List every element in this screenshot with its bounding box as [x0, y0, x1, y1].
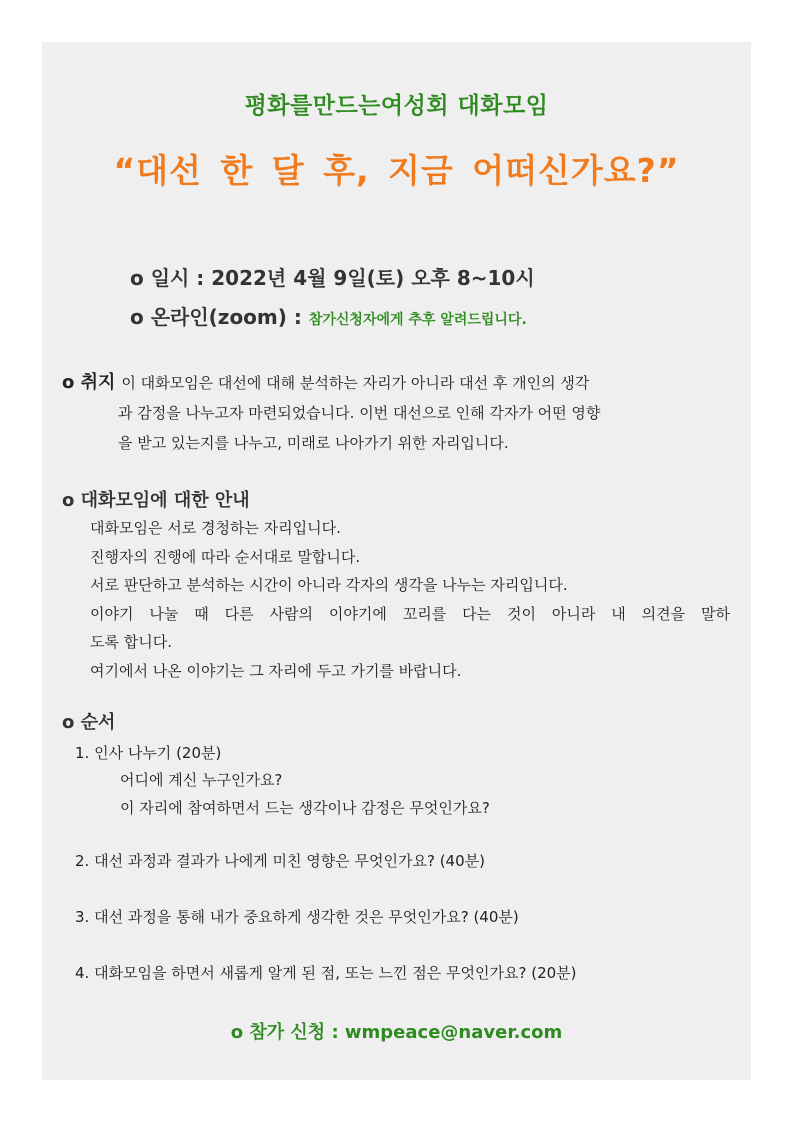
purpose-line-2: 과 감정을 나누고자 마련되었습니다. 이번 대선으로 인해 각자가 어떤 영향	[118, 404, 601, 422]
guide-line: 도록 합니다.	[90, 633, 172, 651]
date-line: o 일시 : 2022년 4월 9일(토) 오후 8~10시	[130, 266, 535, 290]
guide-line: 진행자의 진행에 따라 순서대로 말합니다.	[90, 547, 361, 566]
online-label: o 온라인(zoom) :	[130, 305, 309, 329]
order-item-2: 2. 대선 과정과 결과가 나에게 미친 영향은 무엇인가요? (40분)	[75, 852, 485, 870]
guide-list	[90, 514, 730, 685]
org-title: 평화를만드는여성회 대화모임	[244, 93, 549, 119]
guide-line: 대화모임은 서로 경청하는 자리입니다.	[90, 519, 341, 537]
online-line	[130, 301, 527, 330]
order-item-3: 3. 대선 과정을 통해 내가 중요하게 생각한 것은 무엇인가요? (40분)	[75, 908, 519, 926]
online-note: 참가신청자에게 추후 알려드립니다.	[308, 312, 527, 328]
order-heading: o 순서	[62, 712, 116, 733]
purpose-line-3: 을 받고 있는지를 나누고, 미래로 나아가기 위한 자리입니다.	[118, 434, 509, 452]
guide-line: 이야기 나눌 때 다른 사람의 이야기에 꼬리를 다는 것이 아니라 내 의견을 말하	[90, 604, 730, 623]
purpose-line-1: 이 대화모임은 대선에 대해 분석하는 자리가 아니라 대선 후 개인의 생각	[121, 374, 590, 392]
purpose-label: o 취지	[62, 372, 116, 393]
guide-line: 서로 판단하고 분석하는 시간이 아니라 각자의 생각을 나누는 자리입니다.	[90, 576, 568, 594]
flyer-panel	[42, 42, 751, 1080]
main-title: “대선 한 달 후, 지금 어떠신가요?”	[113, 151, 680, 190]
guide-line: 여기에서 나온 이야기는 그 자리에 두고 가기를 바랍니다.	[90, 661, 462, 680]
guide-heading: o 대화모임에 대한 안내	[62, 490, 250, 511]
contact-line: o 참가 신청 : wmpeace@naver.com	[230, 1022, 563, 1043]
order-item-4: 4. 대화모임을 하면서 새롭게 알게 된 점, 또는 느낀 점은 무엇인가요? (20분)	[75, 964, 577, 982]
order-item-1-sub-1: 어디에 계신 누구인가요?	[120, 771, 283, 789]
order-item-1: 1. 인사 나누기 (20분)	[75, 744, 222, 762]
order-item-1-sub-2: 이 자리에 참여하면서 드는 생각이나 감정은 무엇인가요?	[120, 799, 490, 817]
purpose-section	[62, 368, 730, 458]
